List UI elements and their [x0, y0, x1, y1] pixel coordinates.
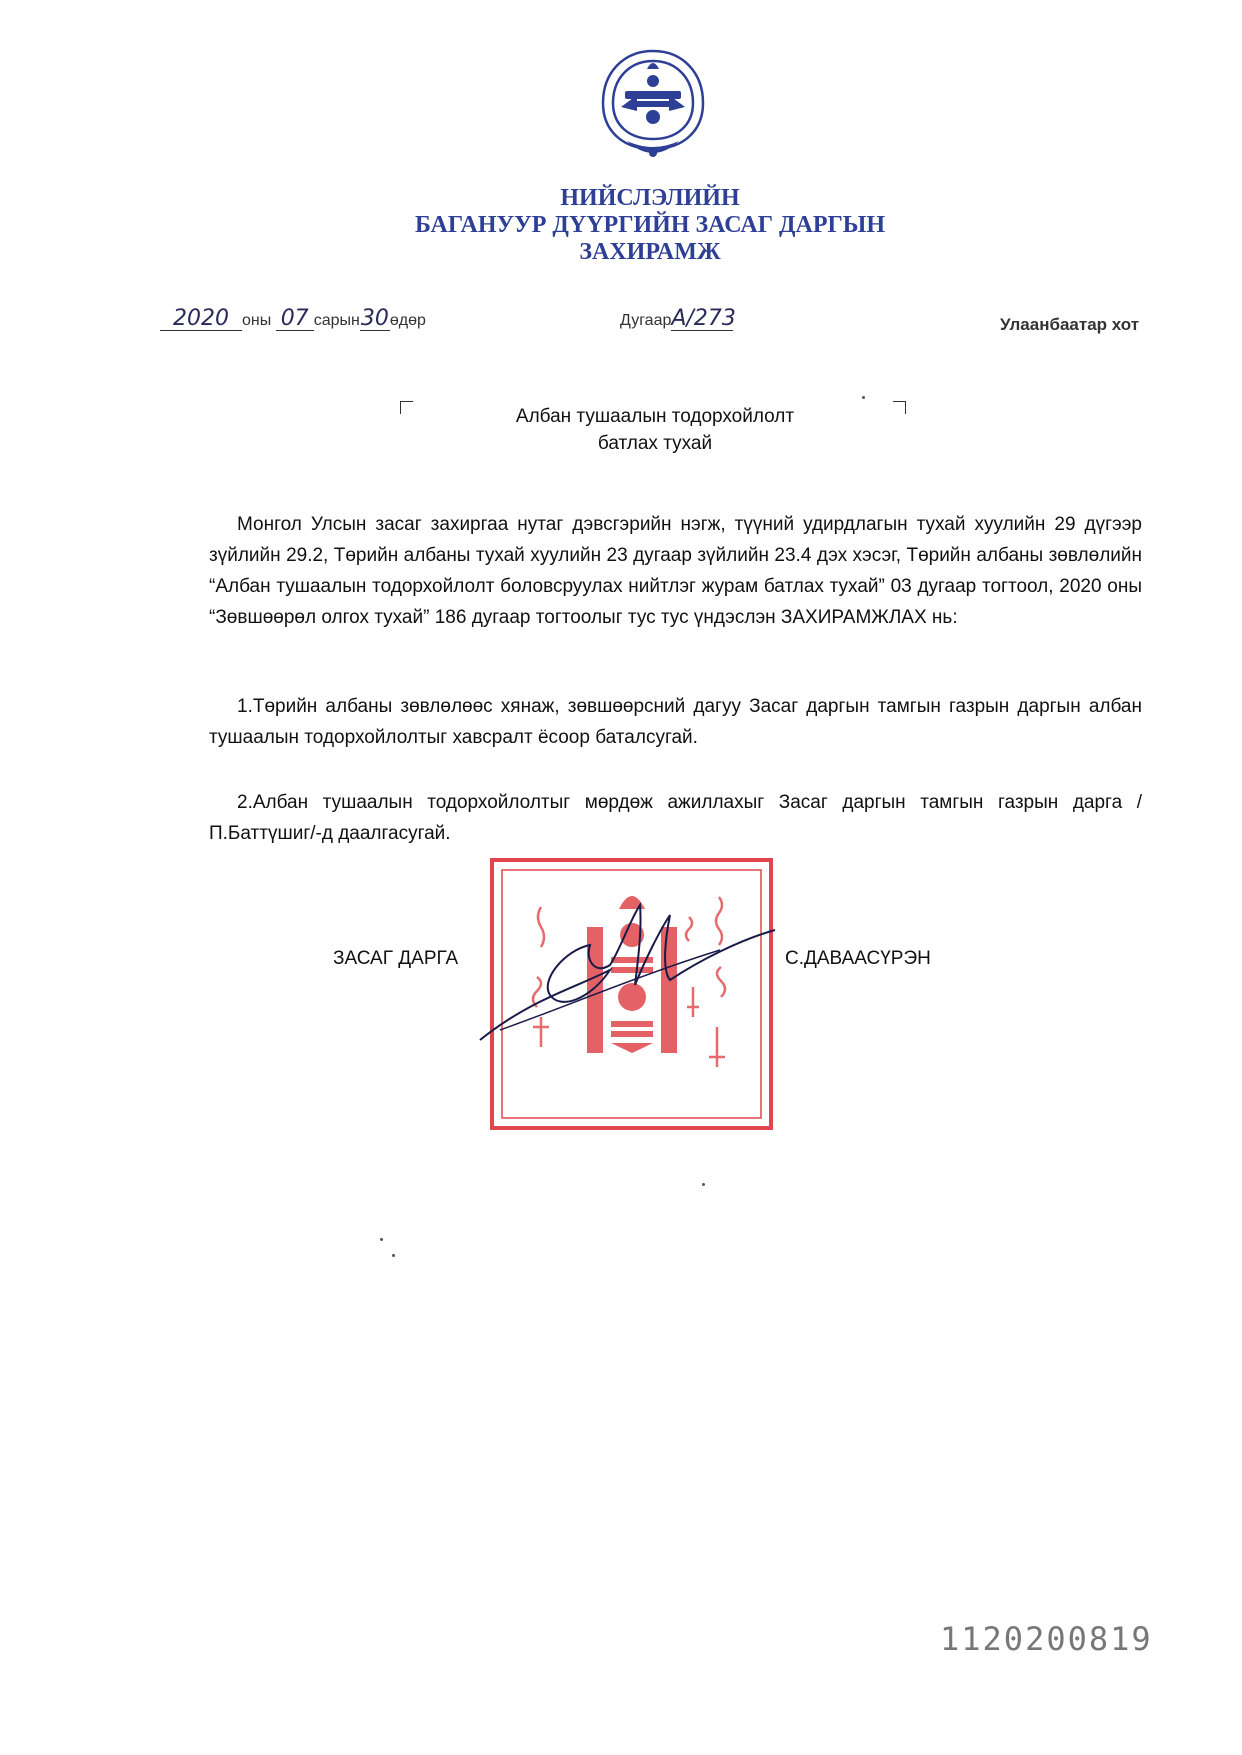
scan-speck	[702, 1183, 705, 1186]
date-line	[160, 308, 426, 331]
handwritten-signature	[470, 880, 780, 1050]
scan-speck	[392, 1254, 395, 1257]
date-year: 2020	[160, 308, 242, 331]
document-number-line	[620, 306, 736, 331]
header-line-document-type: ЗАХИРАМЖ	[579, 239, 721, 265]
date-year-suffix: оны	[242, 312, 272, 329]
document-number: А/273	[671, 306, 736, 331]
state-emblem-icon	[597, 47, 709, 165]
header-line-city: НИЙСЛЭЛИЙН	[560, 185, 740, 211]
city-label: Улаанбаатар хот	[1000, 315, 1140, 334]
body-paragraph-order-1: 1.Төрийн албаны зөвлөлөөс хянаж, зөвшөөрсний дагуу Засаг даргын тамгын газрын даргын албан тушаалын тодорхойлолтыг хавсралт ёсоор баталсугай.	[209, 696, 1142, 748]
number-label: Дугаар	[620, 312, 672, 329]
subject-line-2: батлах тухай	[597, 433, 713, 454]
scan-speck	[862, 396, 865, 399]
body-paragraph-preamble: Монгол Улсын засаг захиргаа нутаг дэвсгэрийн нэгж, түүний удирдлагын тухай хуулийн 29 дүгээр зүйлийн 29.2, Төрийн албаны тухай хуулийн 23 дугаар зүйлийн 23.4 дэх хэсэг, Төрийн албаны зөвлөлийн “Албан тушаалын тодорхойлолт боловсруулах нийтлэг журам батлах тухай” 03 дугаар тогтоол, 2020 оны “Зөвшөөрөл олгох тухай” 186 дугаар тогтоолыг тус тус үндэслэн ЗАХИРАМЖЛАХ нь:	[209, 514, 1142, 628]
header-line-district-governor: БАГАНУУР ДҮҮРГИЙН ЗАСАГ ДАРГЫН	[414, 212, 886, 238]
body-paragraph-order-2: 2.Албан тушаалын тодорхойлолтыг мөрдөж ажиллахыг Засаг даргын тамгын газрын дарга /П.Баттүшиг/-д даалгасугай.	[209, 792, 1142, 844]
date-day: 30	[360, 306, 389, 331]
date-month: 07	[276, 308, 314, 331]
date-day-suffix: өдөр	[389, 312, 426, 329]
date-month-suffix: сарын	[313, 312, 360, 329]
signatory-title: ЗАСАГ ДАРГА	[333, 948, 459, 969]
signatory-name: С.ДАВААСҮРЭН	[785, 948, 931, 969]
registration-number: 1120200819	[940, 1620, 1153, 1658]
scan-speck	[380, 1238, 383, 1241]
subject-line-1: Албан тушаалын тодорхойлолт	[515, 406, 795, 427]
